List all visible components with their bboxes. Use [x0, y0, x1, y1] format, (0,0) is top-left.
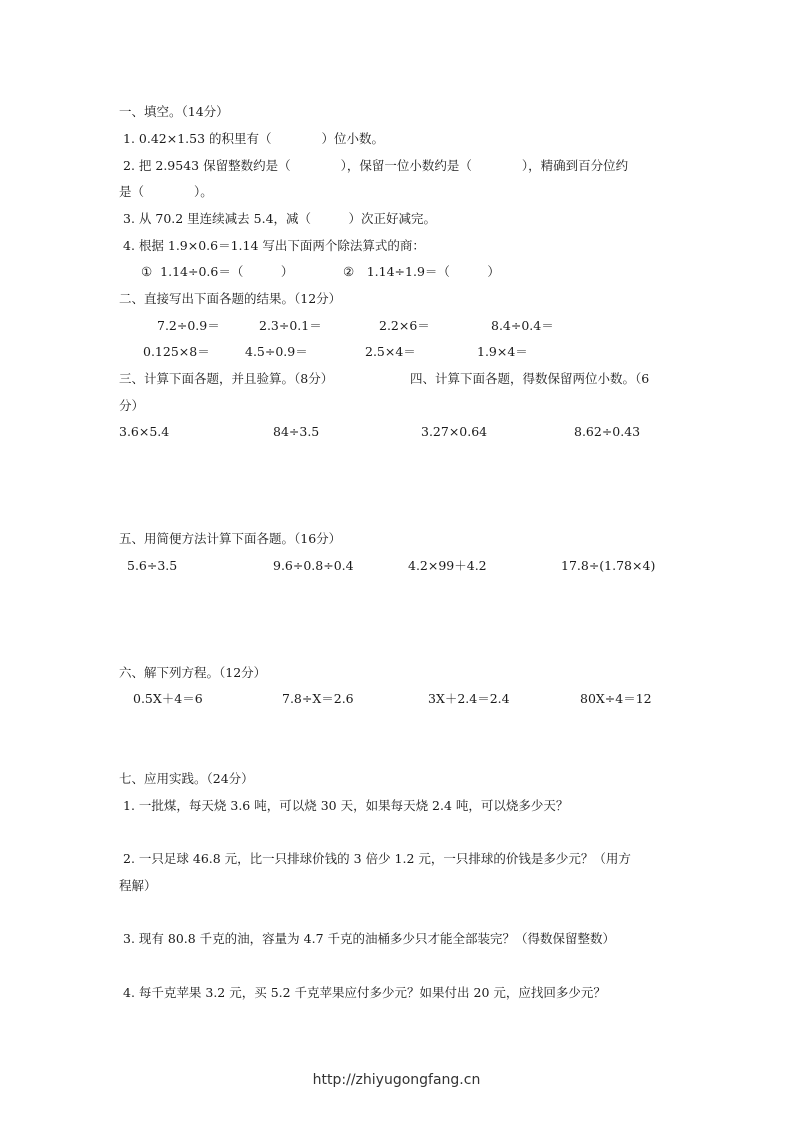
s34-item: 3.27×0.64	[421, 424, 488, 439]
s6-item: 3X＋2.4＝2.4	[428, 691, 510, 706]
s7-question-2-line-1: 2. 一只足球 46.8 元，比一只排球价钱的 3 倍少 1.2 元，一只排球的价钱是多少元？（用方	[123, 851, 631, 866]
section-7-title: 七、应用实践。（24分）	[119, 771, 254, 786]
section-5-title: 五、用简便方法计算下面各题。（16分）	[119, 531, 342, 546]
s2-item: 2.2×6＝	[379, 318, 430, 333]
s6-item: 7.8÷X＝2.6	[282, 691, 354, 706]
s1-question-4: 4. 根据 1.9×0.6＝1.14 写出下面两个除法算式的商：	[123, 238, 425, 253]
s34-item: 3.6×5.4	[119, 424, 170, 439]
footer-url: http://zhiyugongfang.cn	[312, 1072, 481, 1088]
s1-question-4-part-2: ② 1.14÷1.9＝（ ）	[343, 264, 500, 279]
section-1-title: 一、填空。（14分）	[119, 104, 229, 119]
s1-question-4-part-1: ① 1.14÷0.6＝（ ）	[141, 264, 294, 279]
s5-item: 17.8÷(1.78×4)	[561, 558, 656, 573]
s34-item: 8.62÷0.43	[574, 424, 641, 439]
s6-item: 80X÷4＝12	[580, 691, 652, 706]
s2-item: 0.125×8＝	[143, 344, 210, 359]
s34-item: 84÷3.5	[273, 424, 320, 439]
s5-item: 9.6÷0.8÷0.4	[273, 558, 354, 573]
section-4-title-line-1: 四、计算下面各题，得数保留两位小数。（6	[410, 371, 650, 386]
s2-item: 4.5÷0.9＝	[245, 344, 308, 359]
s1-question-2-line-1: 2. 把 2.9543 保留整数约是（ ），保留一位小数约是（ ），精确到百分位约	[123, 158, 629, 173]
s5-item: 4.2×99＋4.2	[408, 558, 487, 573]
s7-question-4: 4. 每千克苹果 3.2 元，买 5.2 千克苹果应付多少元？如果付出 20 元，应找回多少元？	[123, 985, 606, 1000]
s1-question-1: 1. 0.42×1.53 的积里有（ ）位小数。	[123, 131, 385, 146]
s2-item: 2.3÷0.1＝	[259, 318, 322, 333]
s2-item: 7.2÷0.9＝	[157, 318, 220, 333]
s5-item: 5.6÷3.5	[127, 558, 178, 573]
s7-question-2-line-2: 程解）	[119, 878, 157, 893]
s7-question-3: 3. 现有 80.8 千克的油，容量为 4.7 千克的油桶多少只才能全部装完？（得数保留整数）	[123, 931, 616, 946]
section-4-title-line-2: 分）	[119, 398, 145, 413]
section-6-title: 六、解下列方程。（12分）	[119, 665, 267, 680]
s7-question-1: 1. 一批煤，每天烧 3.6 吨，可以烧 30 天，如果每天烧 2.4 吨，可以烧多少天？	[123, 798, 569, 813]
s1-question-3: 3. 从 70.2 里连续减去 5.4，减（ ）次正好减完。	[123, 211, 437, 226]
s2-item: 8.4÷0.4＝	[491, 318, 554, 333]
s1-question-2-line-2: 是（ ）。	[119, 184, 213, 199]
section-3-title: 三、计算下面各题，并且验算。（8分）	[119, 371, 334, 386]
section-2-title: 二、直接写出下面各题的结果。（12分）	[119, 291, 342, 306]
s6-item: 0.5X＋4＝6	[133, 691, 203, 706]
s2-item: 2.5×4＝	[365, 344, 416, 359]
s2-item: 1.9×4＝	[477, 344, 528, 359]
